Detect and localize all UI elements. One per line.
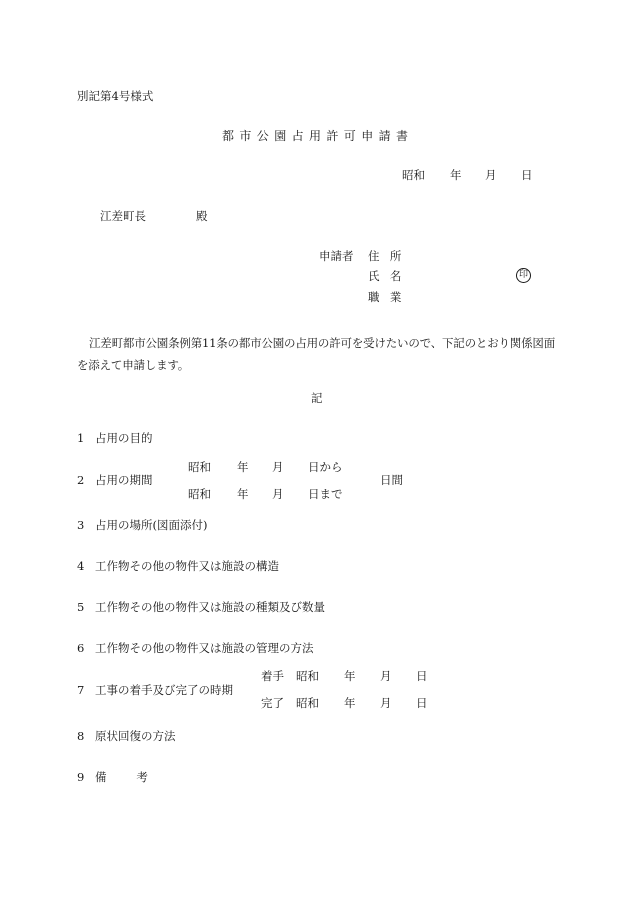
item1-number: 1 [77, 431, 85, 445]
item7-start-month: 月 [380, 669, 392, 683]
item7-label: 工事の着手及び完了の時期 [95, 683, 233, 697]
item7-number: 7 [77, 683, 85, 697]
item7-start-era: 昭和 [296, 669, 319, 683]
date-month: 月 [485, 168, 497, 182]
item7-start-year: 年 [344, 669, 356, 683]
item7-end-day: 日 [416, 696, 428, 710]
item2-from-era: 昭和 [188, 460, 211, 474]
item8-number: 8 [77, 729, 85, 743]
addressee-name: 江差町長 [100, 209, 146, 223]
page-title: 都市公園占用許可申請書 [222, 129, 414, 143]
item2-to-year: 年 [237, 487, 249, 501]
date-year: 年 [450, 168, 462, 182]
applicant-address-label: 住所 [368, 249, 412, 263]
item9-number: 9 [77, 770, 85, 784]
addressee-honorific: 殿 [196, 209, 208, 223]
item5-number: 5 [77, 600, 85, 614]
item1-label: 占用の目的 [95, 431, 153, 445]
item2-to-suffix: 日まで [308, 487, 343, 501]
item2-days: 日間 [380, 473, 403, 487]
item6-number: 6 [77, 641, 85, 655]
applicant-occupation-label: 職業 [368, 290, 412, 304]
item2-from-suffix: 日から [308, 460, 343, 474]
item3-label: 占用の場所(図面添付) [95, 518, 208, 532]
item2-number: 2 [77, 473, 85, 487]
item4-number: 4 [77, 559, 85, 573]
applicant-label: 申請者 [319, 249, 354, 263]
application-statement: 江差町都市公園条例第11条の都市公園の占用の許可を受けたいので、下記のとおり関係図面を添えて申請します。 [77, 336, 555, 372]
item2-label: 占用の期間 [95, 473, 153, 487]
item3-number: 3 [77, 518, 85, 532]
date-era: 昭和 [402, 168, 425, 182]
item7-start-day: 日 [416, 669, 428, 683]
item6-label: 工作物その他の物件又は施設の管理の方法 [95, 641, 314, 655]
applicant-name-label: 氏名 [368, 269, 412, 283]
item9-label: 備考 [95, 770, 178, 784]
item7-end-year: 年 [344, 696, 356, 710]
item7-end-label: 完了 [261, 696, 284, 710]
item5-label: 工作物その他の物件又は施設の種類及び数量 [95, 600, 325, 614]
item2-from-month: 月 [272, 460, 284, 474]
seal-mark: 印 [516, 268, 531, 283]
form-label: 別記第4号様式 [77, 89, 154, 103]
ki-heading: 記 [311, 391, 323, 405]
item4-label: 工作物その他の物件又は施設の構造 [95, 559, 279, 573]
item2-to-month: 月 [272, 487, 284, 501]
item8-label: 原状回復の方法 [95, 729, 176, 743]
item2-to-era: 昭和 [188, 487, 211, 501]
item7-start-label: 着手 [261, 669, 284, 683]
item7-end-month: 月 [380, 696, 392, 710]
date-day: 日 [521, 168, 533, 182]
item2-from-year: 年 [237, 460, 249, 474]
item7-end-era: 昭和 [296, 696, 319, 710]
